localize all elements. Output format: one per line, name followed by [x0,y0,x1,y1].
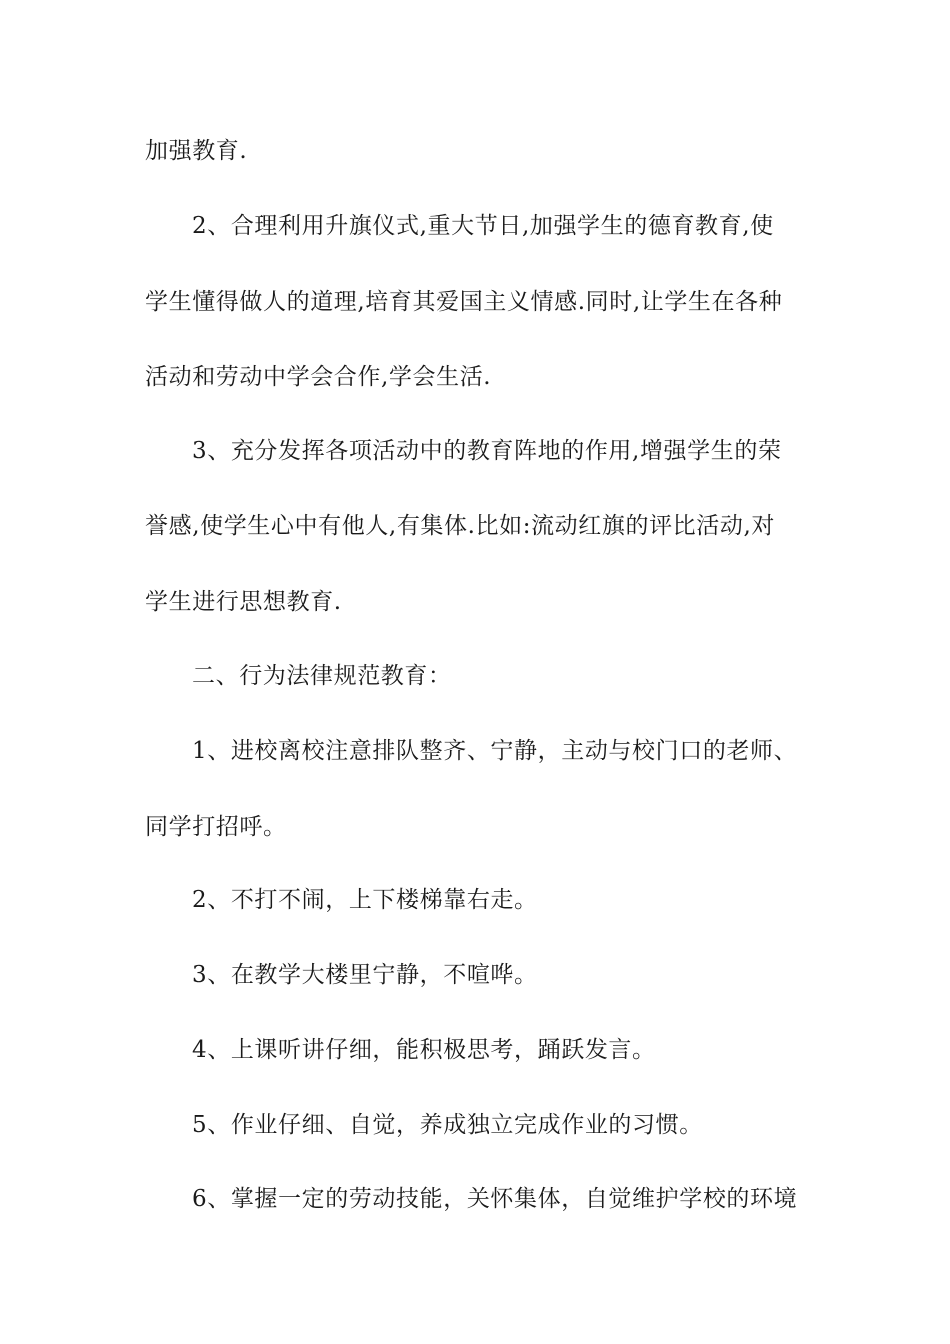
text-line: 4、上课听讲仔细，能积极思考，踊跃发言。 [192,1037,656,1063]
text-line: 3、充分发挥各项活动中的教育阵地的作用,增强学生的荣 [192,438,782,464]
text-line: 6、掌握一定的劳动技能，关怀集体，自觉维护学校的环境 [192,1186,798,1212]
text-line: 2、合理利用升旗仪式,重大节日,加强学生的德育教育,使 [192,213,774,239]
section-heading: 二、行为法律规范教育： [192,663,452,689]
text-line: 1、进校离校注意排队整齐、宁静，主动与校门口的老师、 [192,738,798,764]
text-line: 同学打招呼。 [145,814,287,840]
text-line: 学生进行思想教育. [145,589,342,615]
text-line: 学生懂得做人的道理,培育其爱国主义情感.同时,让学生在各种 [145,289,783,315]
text-line: 3、在教学大楼里宁静，不喧哗。 [192,962,538,988]
text-line: 5、作业仔细、自觉，养成独立完成作业的习惯。 [192,1112,703,1138]
text-line: 誉感,使学生心中有他人,有集体.比如:流动红旗的评比活动,对 [145,513,775,539]
text-line: 加强教育. [145,138,248,164]
text-line: 2、不打不闹，上下楼梯靠右走。 [192,887,538,913]
text-line: 活动和劳动中学会合作,学会生活. [145,364,492,390]
